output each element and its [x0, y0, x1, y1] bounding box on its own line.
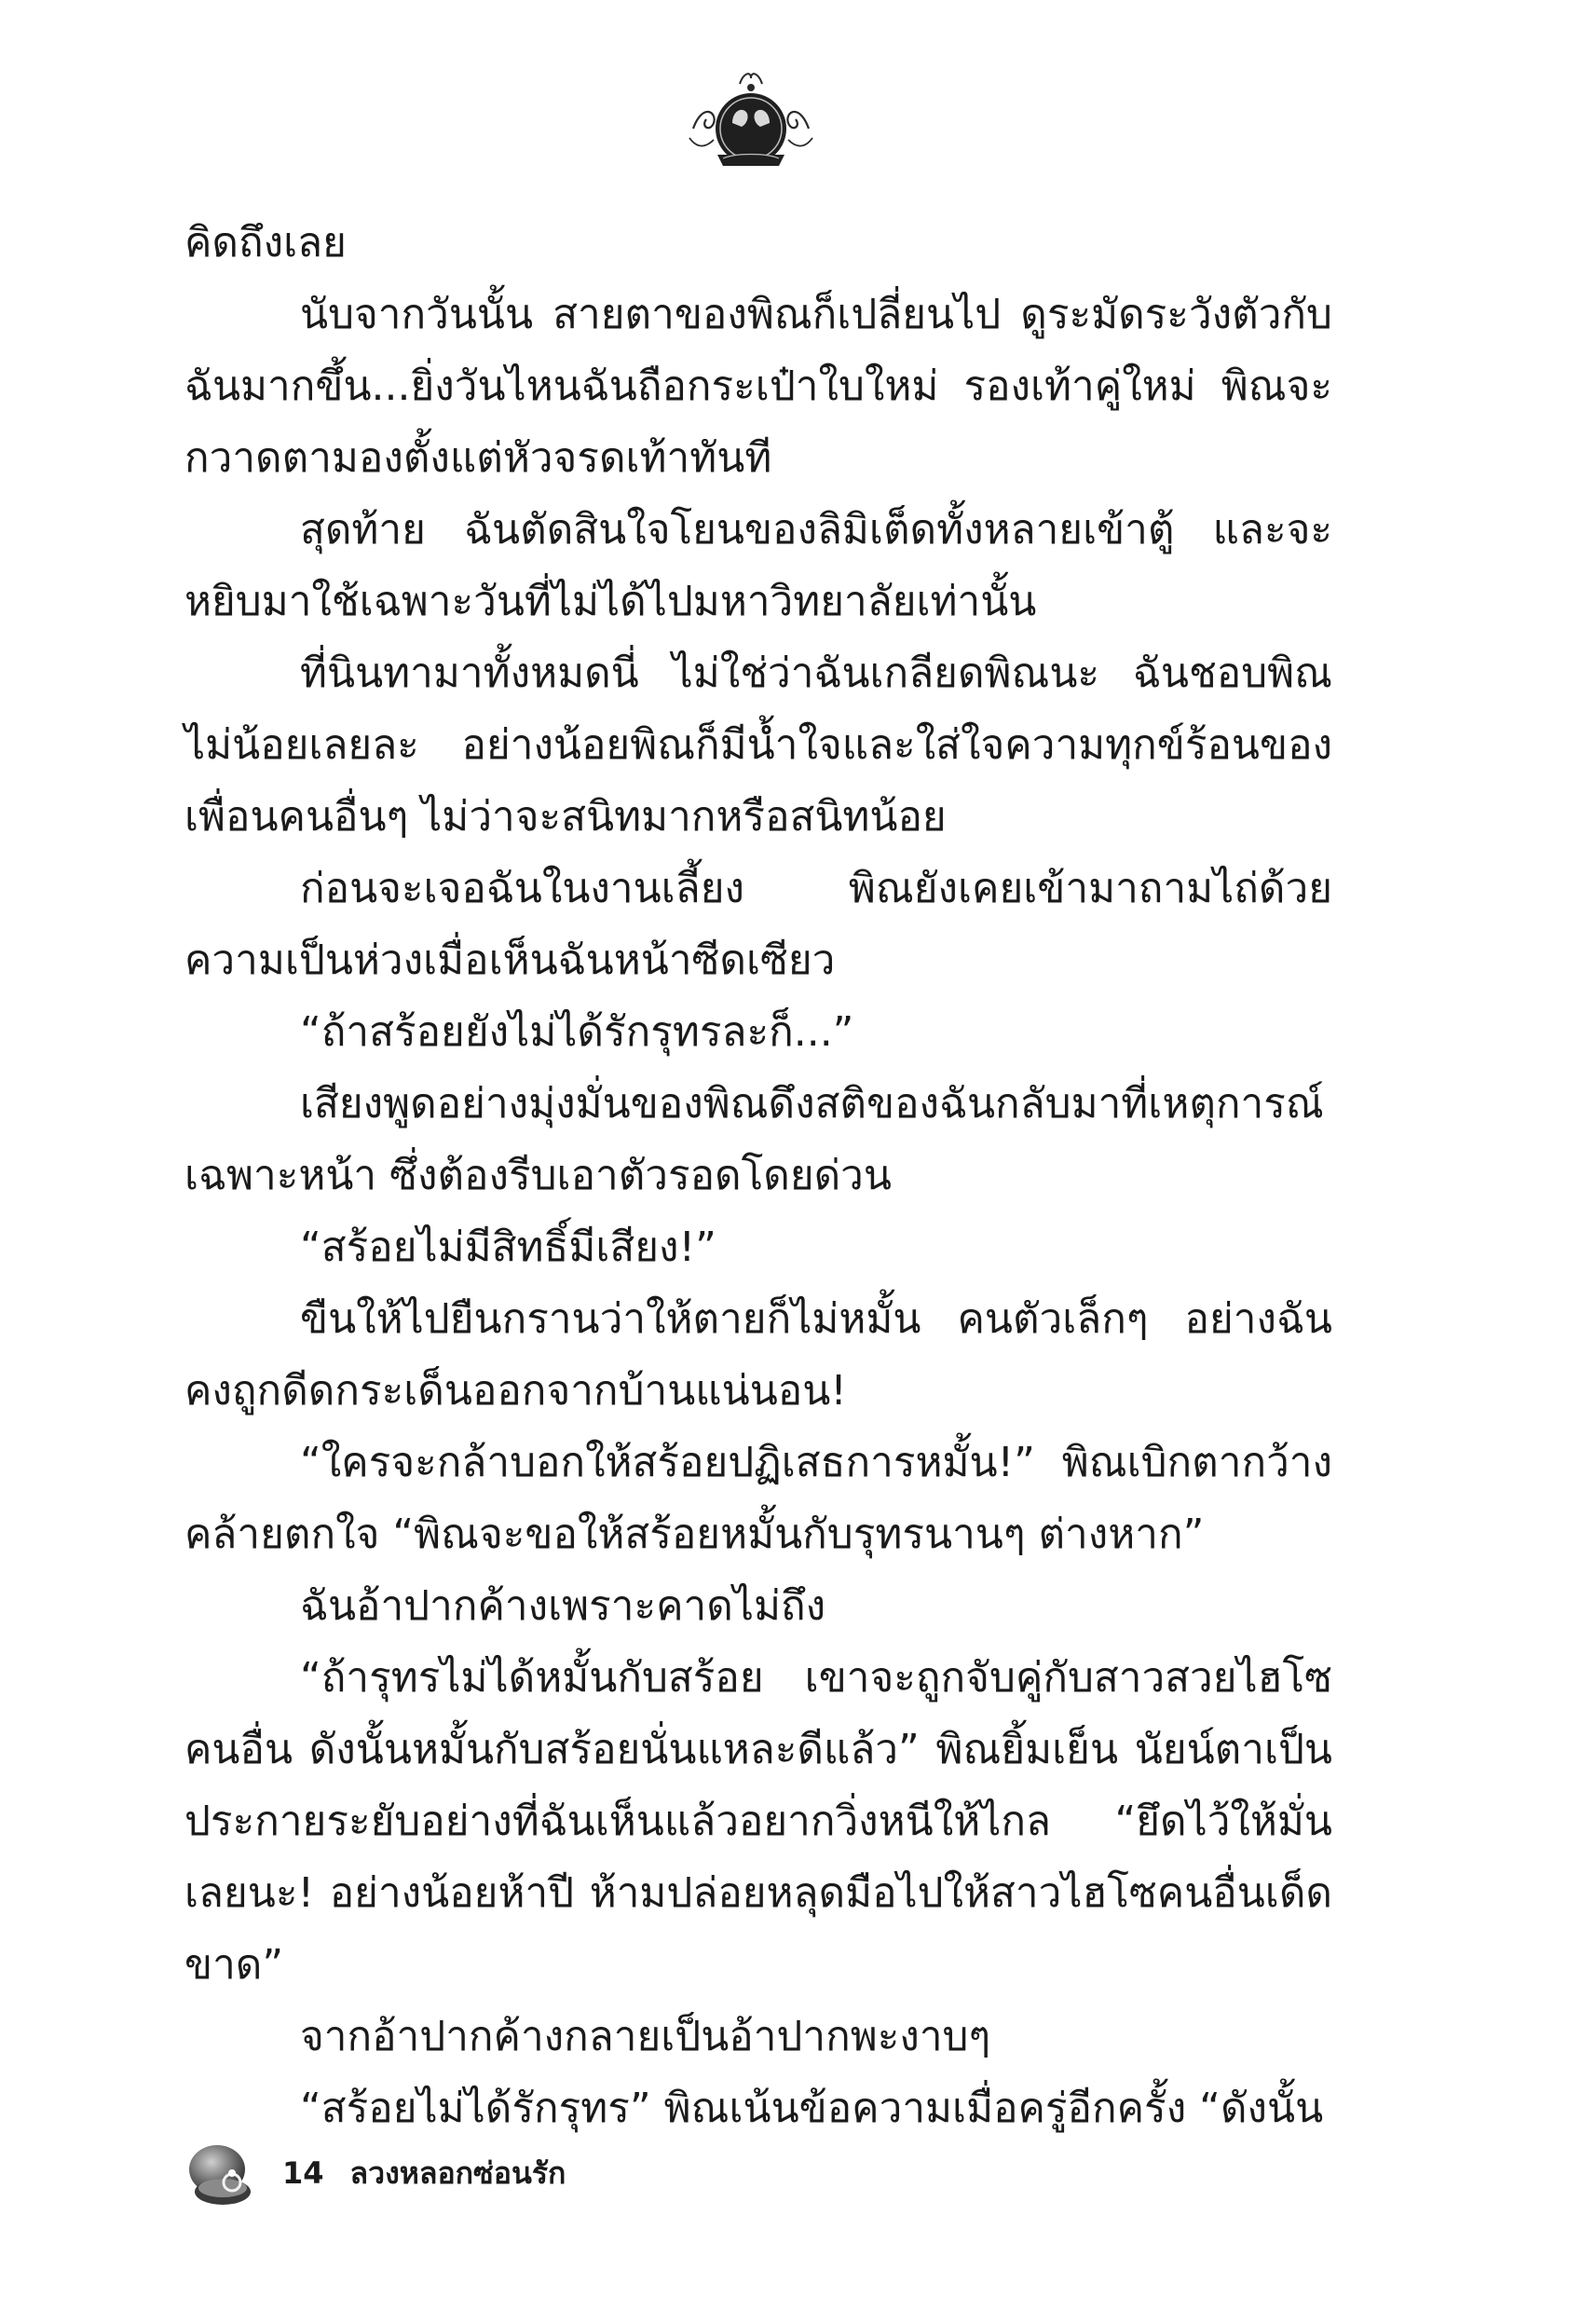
paragraph: เสียงพูดอย่างมุ่งมั่นของพิณดึงสติของฉันกลับมาที่เหตุการณ์เฉพาะหน้า ซึ่งต้องรีบเอาตัวรอดโดยด่วน [184, 1080, 1324, 1199]
paragraph: คิดถึงเลย [184, 219, 347, 267]
paragraph: สุดท้าย ฉันตัดสินใจโยนของลิมิเต็ดทั้งหลายเข้าตู้ และจะหยิบมาใช้เฉพาะวันที่ไม่ได้ไปมหาวิทยาลัยเท่านั้น [184, 506, 1332, 625]
publisher-emblem-icon [686, 65, 816, 172]
dialogue-paragraph: “ถ้าสร้อยยังไม่ได้รักรุทรละก็...” [300, 1008, 854, 1056]
ring-box-icon [182, 2136, 258, 2210]
paragraph: ขืนให้ไปยืนกรานว่าให้ตายก็ไม่หมั้น คนตัวเล็กๆ อย่างฉันคงถูกดีดกระเด็นออกจากบ้านแน่นอน! [184, 1295, 1332, 1415]
paragraph: นับจากวันนั้น สายตาของพิณก็เปลี่ยนไป ดูระมัดระวังตัวกับฉันมากขึ้น...ยิ่งวันไหนฉันถือกระเป๋าใบใหม่ รองเท้าคู่ใหม่ พิณจะกวาดตามองตั้งแต่หัวจรดเท้าทันที [184, 291, 1332, 482]
dialogue-paragraph: “สร้อยไม่มีสิทธิ์มีเสียง!” [300, 1224, 716, 1271]
paragraph: จากอ้าปากค้างกลายเป็นอ้าปากพะงาบๆ [300, 2013, 991, 2060]
dialogue-paragraph: “สร้อยไม่ได้รักรุทร” พิณเน้นข้อความเมื่อครู่อีกครั้ง “ดังนั้น [300, 2085, 1324, 2132]
page-content [184, 207, 1332, 2144]
paragraph: ฉันอ้าปากค้างเพราะคาดไม่ถึง [300, 1582, 826, 1630]
page-footer [182, 2136, 566, 2210]
book-title: ลวงหลอกซ่อนรัก [349, 2154, 566, 2191]
paragraph: ที่นินทามาทั้งหมดนี่ ไม่ใช่ว่าฉันเกลียดพิณนะ ฉันชอบพิณไม่น้อยเลยละ อย่างน้อยพิณก็มีน้ำใจและใส่ใจความทุกข์ร้อนของเพื่อนคนอื่นๆ ไม่ว่าจะสนิทมากหรือสนิทน้อย [184, 650, 1332, 841]
dialogue-paragraph: “ใครจะกล้าบอกให้สร้อยปฏิเสธการหมั้น!” พิณเบิกตากว้างคล้ายตกใจ “พิณจะขอให้สร้อยหมั้นกับรุทรนานๆ ต่างหาก” [184, 1439, 1332, 1558]
paragraph: ก่อนจะเจอฉันในงานเลี้ยง พิณยังเคยเข้ามาถามไถ่ด้วยความเป็นห่วงเมื่อเห็นฉันหน้าซีดเซียว [184, 865, 1332, 984]
page-number: 14 [282, 2155, 324, 2191]
dialogue-paragraph: “ถ้ารุทรไม่ได้หมั้นกับสร้อย เขาจะถูกจับคู่กับสาวสวยไฮโซคนอื่น ดังนั้นหมั้นกับสร้อยนั่นแหละดีแล้ว” พิณยิ้มเย็น นัยน์ตาเป็นประกายระยับอย่างที่ฉันเห็นแล้วอยากวิ่งหนีให้ไกล “ยึดไว้ให้มั่นเลยนะ! อย่างน้อยห้าปี ห้ามปล่อยหลุดมือไปให้สาวไฮโซคนอื่นเด็ดขาด” [184, 1654, 1332, 1989]
